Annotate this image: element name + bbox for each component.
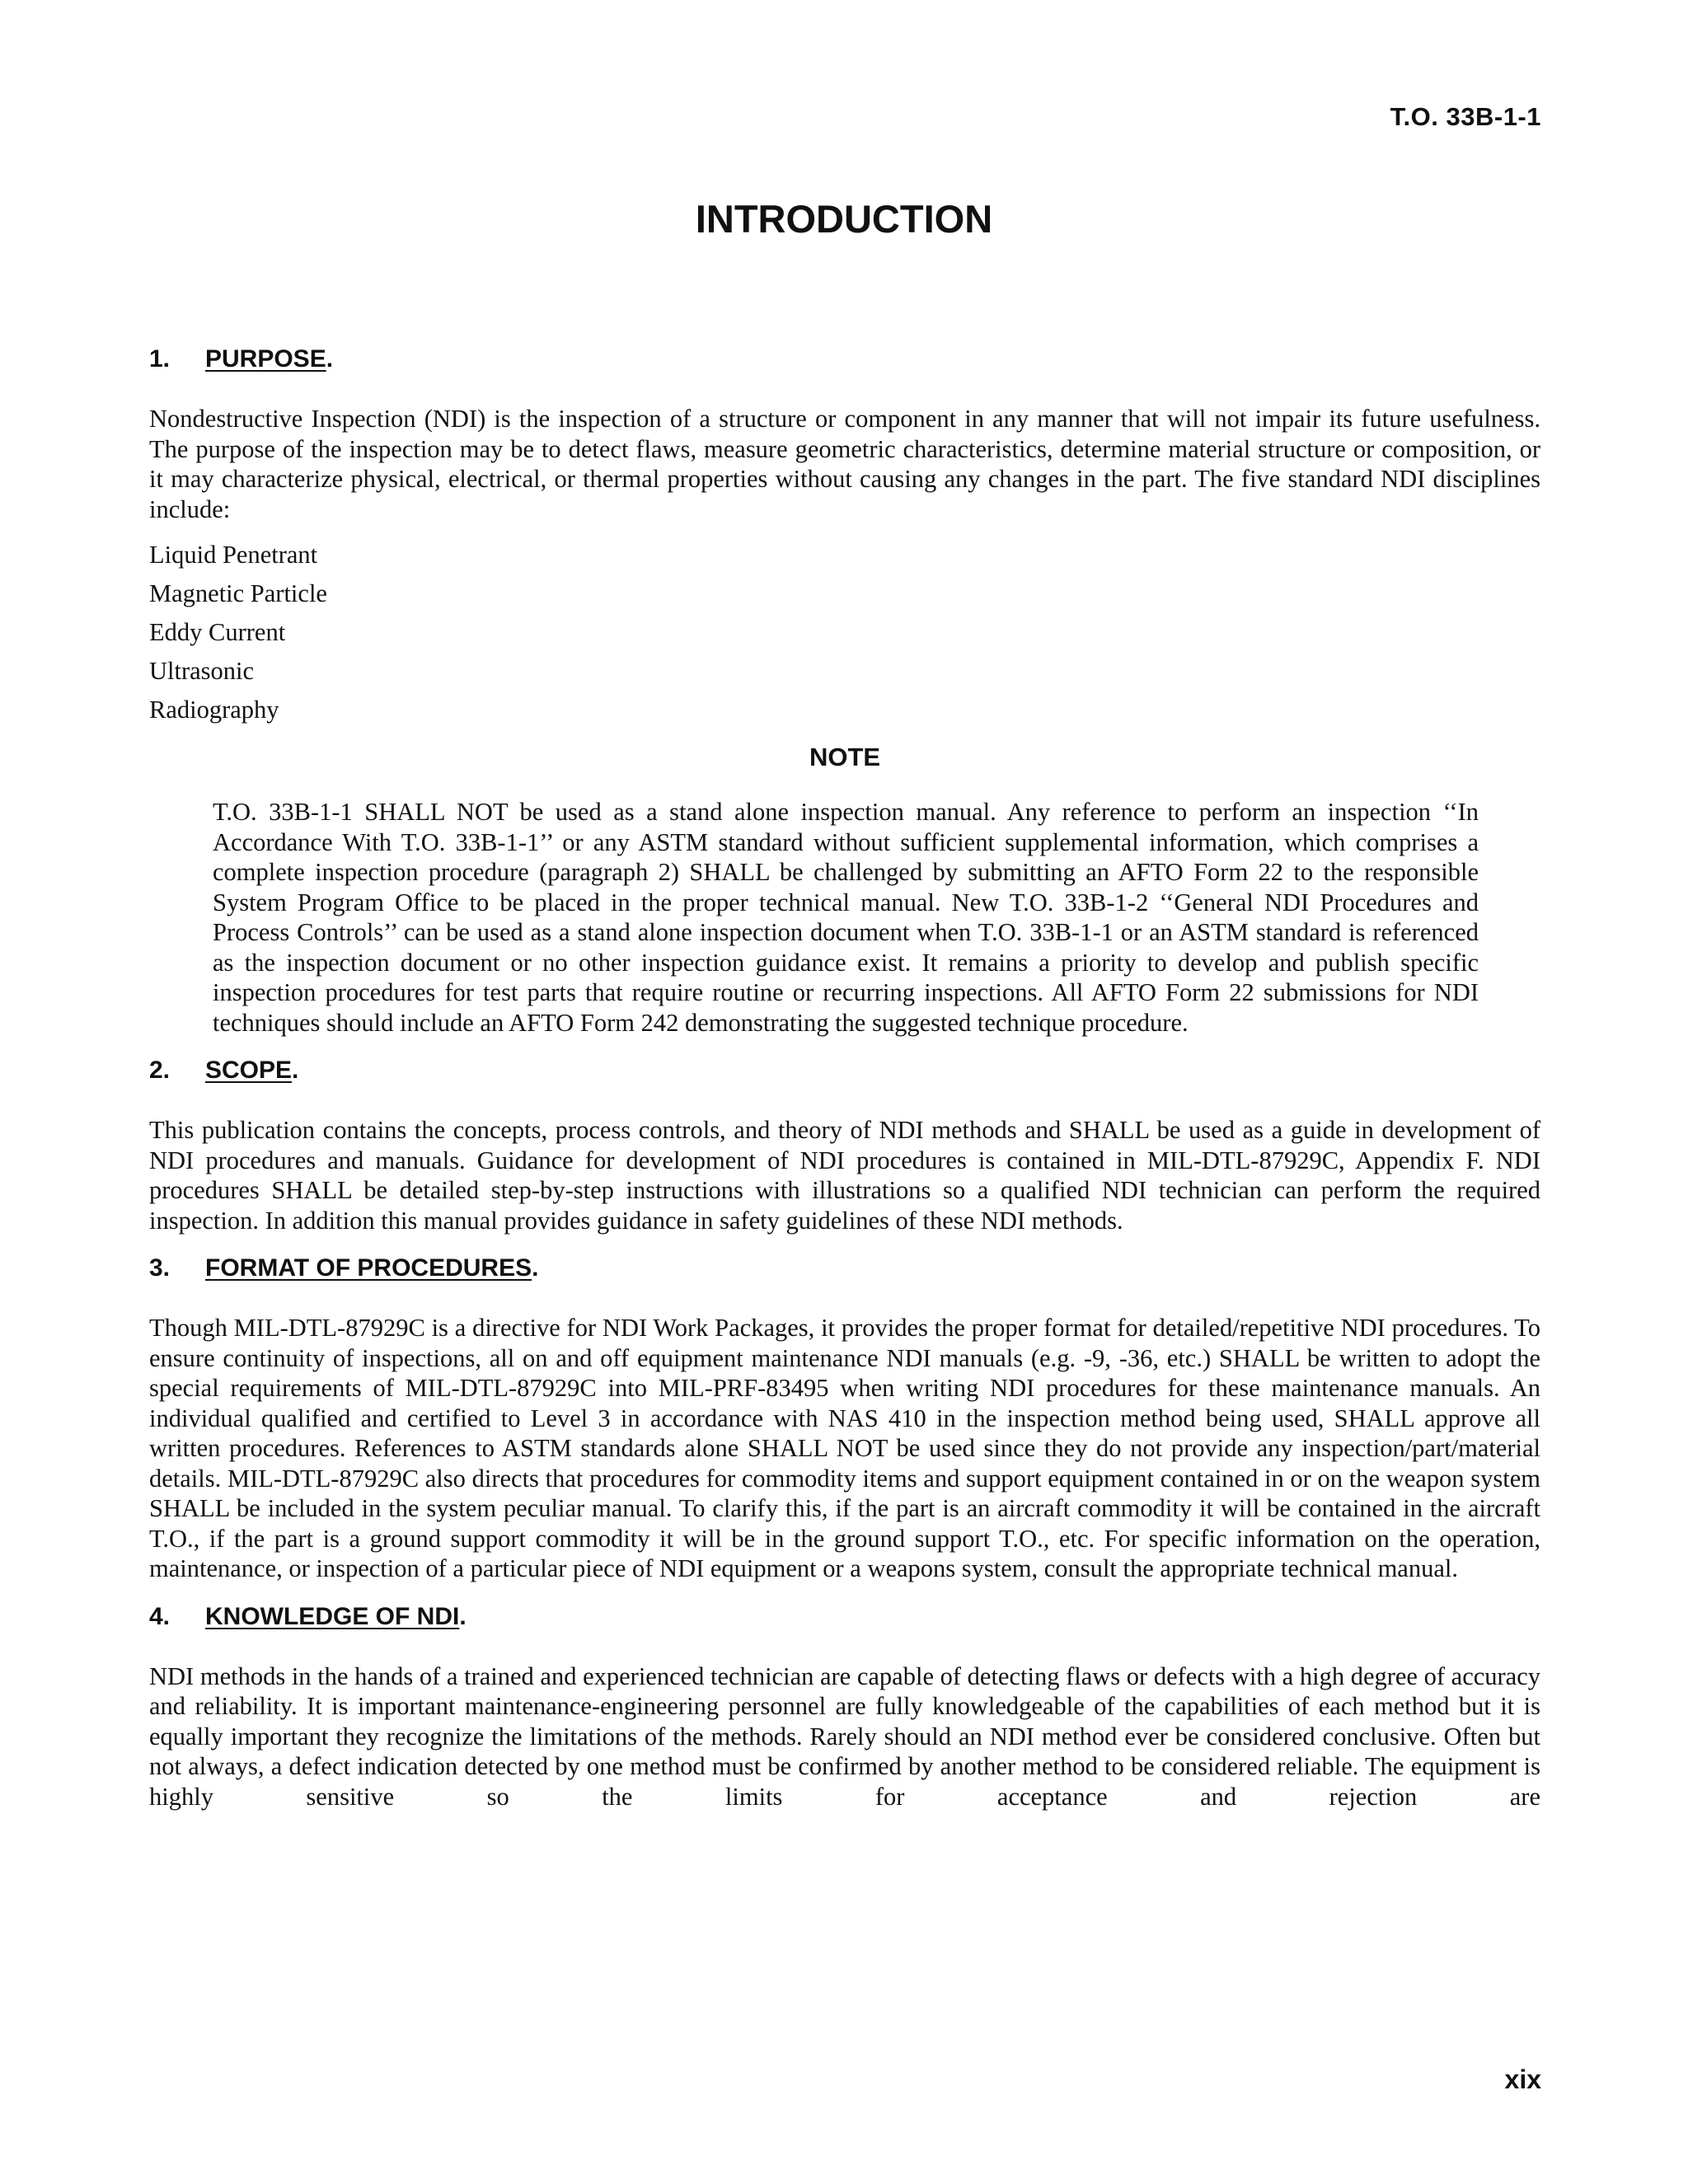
note-title: NOTE <box>809 743 881 771</box>
document-code: T.O. 33B-1-1 <box>1390 102 1541 131</box>
section-heading-format: 3. FORMAT OF PROCEDURES. <box>149 1254 539 1282</box>
list-item: Liquid Penetrant <box>149 541 318 569</box>
section-title: PURPOSE <box>205 345 326 373</box>
section-number: 4. <box>149 1602 171 1630</box>
purpose-paragraph: Nondestructive Inspection (NDI) is the inspection of a structure or component in any manner that will not impair its future usefulness. The purpose of the inspection may be to detect flaws, measure geometric characteristics, determine material structure or composition, or it may characterize physical, electrical, or thermal properties without causing any changes in the part. The five standard NDI disciplines include: <box>149 405 1540 523</box>
page-title: INTRODUCTION <box>695 197 993 241</box>
section-number: 3. <box>149 1254 171 1282</box>
section-number: 2. <box>149 1057 171 1084</box>
section-title: KNOWLEDGE OF NDI <box>205 1602 460 1630</box>
scope-paragraph: This publication contains the concepts, process controls, and theory of NDI methods and SHALL be used as a guide in development of NDI procedures and manuals. Guidance for development of NDI procedures is contained in MIL-DTL-87929C, Appendix F. NDI procedures SHALL be detailed step-by-step instructions with illustrations so a qualified NDI technician can perform the required inspection. In addition this manual provides guidance in safety guidelines of these NDI methods. <box>149 1116 1540 1235</box>
list-item: Magnetic Particle <box>149 579 327 607</box>
list-item: Eddy Current <box>149 618 286 646</box>
section-title: SCOPE <box>205 1057 293 1084</box>
ndi-disciplines-list <box>149 536 1540 729</box>
document-body <box>149 344 1540 1811</box>
section-heading-scope: 2. SCOPE. <box>149 1057 299 1084</box>
list-item: Radiography <box>149 696 279 724</box>
note-body: T.O. 33B-1-1 SHALL NOT be used as a stand alone inspection manual. Any reference to perform an inspection ‘‘In Accordance With T.O. 33B-1-1’’ or any ASTM standard without sufficient supplemental information, which comprises a complete inspection procedure (paragraph 2) SHALL be challenged by submitting an AFTO Form 22 to the responsible System Program Office to be placed in the proper technical manual. New T.O. 33B-1-2 ‘‘General NDI Procedures and Process Controls’’ can be used as a stand alone inspection document when T.O. 33B-1-1 or an ASTM standard is referenced as the inspection document or no other inspection guidance exist. It remains a priority to develop and publish specific inspection procedures for test parts that require routine or recurring inspections. All AFTO Form 22 submissions for NDI techniques should include an AFTO Form 242 demonstrating the suggested technique procedure. <box>213 798 1479 1037</box>
format-paragraph: Though MIL-DTL-87929C is a directive for NDI Work Packages, it provides the proper format for detailed/repetitive NDI procedures. To ensure continuity of inspections, all on and off equipment maintenance NDI manuals (e.g. -9, -36, etc.) SHALL be written to adopt the special requirements of MIL-DTL-87929C into MIL-PRF-83495 when writing NDI procedures for these maintenance manuals. An individual qualified and certified to Level 3 in accordance with NAS 410 in the inspection method being used, SHALL approve all written procedures. References to ASTM standards alone SHALL NOT be used since they do not provide any inspection/part/material details. MIL-DTL-87929C also directs that procedures for commodity items and support equipment contained in or on the weapon system SHALL be included in the system peculiar manual. To clarify this, if the part is an aircraft commodity it will be contained in the aircraft T.O., if the part is a ground support commodity it will be in the ground support T.O., etc. For specific information on the operation, maintenance, or inspection of a particular piece of NDI equipment or a weapons system, consult the appropriate technical manual. <box>149 1314 1540 1582</box>
section-heading-knowledge: 4. KNOWLEDGE OF NDI. <box>149 1602 467 1630</box>
knowledge-paragraph: NDI methods in the hands of a trained and experienced technician are capable of detecting flaws or defects with a high degree of accuracy and reliability. It is important maintenance-engineering personnel are fully knowledgeable of the capabilities of each method but it is equally important they recognize the limitations of the methods. Rarely should an NDI method ever be considered conclusive. Often but not always, a defect indication detected by one method must be confirmed by another method to be considered reliable. The equipment is highly sensitive so the limits for acceptance and rejection are <box>149 1661 1540 1811</box>
page-number: xix <box>1504 2064 1541 2094</box>
section-heading-purpose: 1. PURPOSE. <box>149 345 334 373</box>
section-title: FORMAT OF PROCEDURES <box>205 1254 532 1282</box>
section-number: 1. <box>149 345 171 373</box>
list-item: Ultrasonic <box>149 657 255 685</box>
